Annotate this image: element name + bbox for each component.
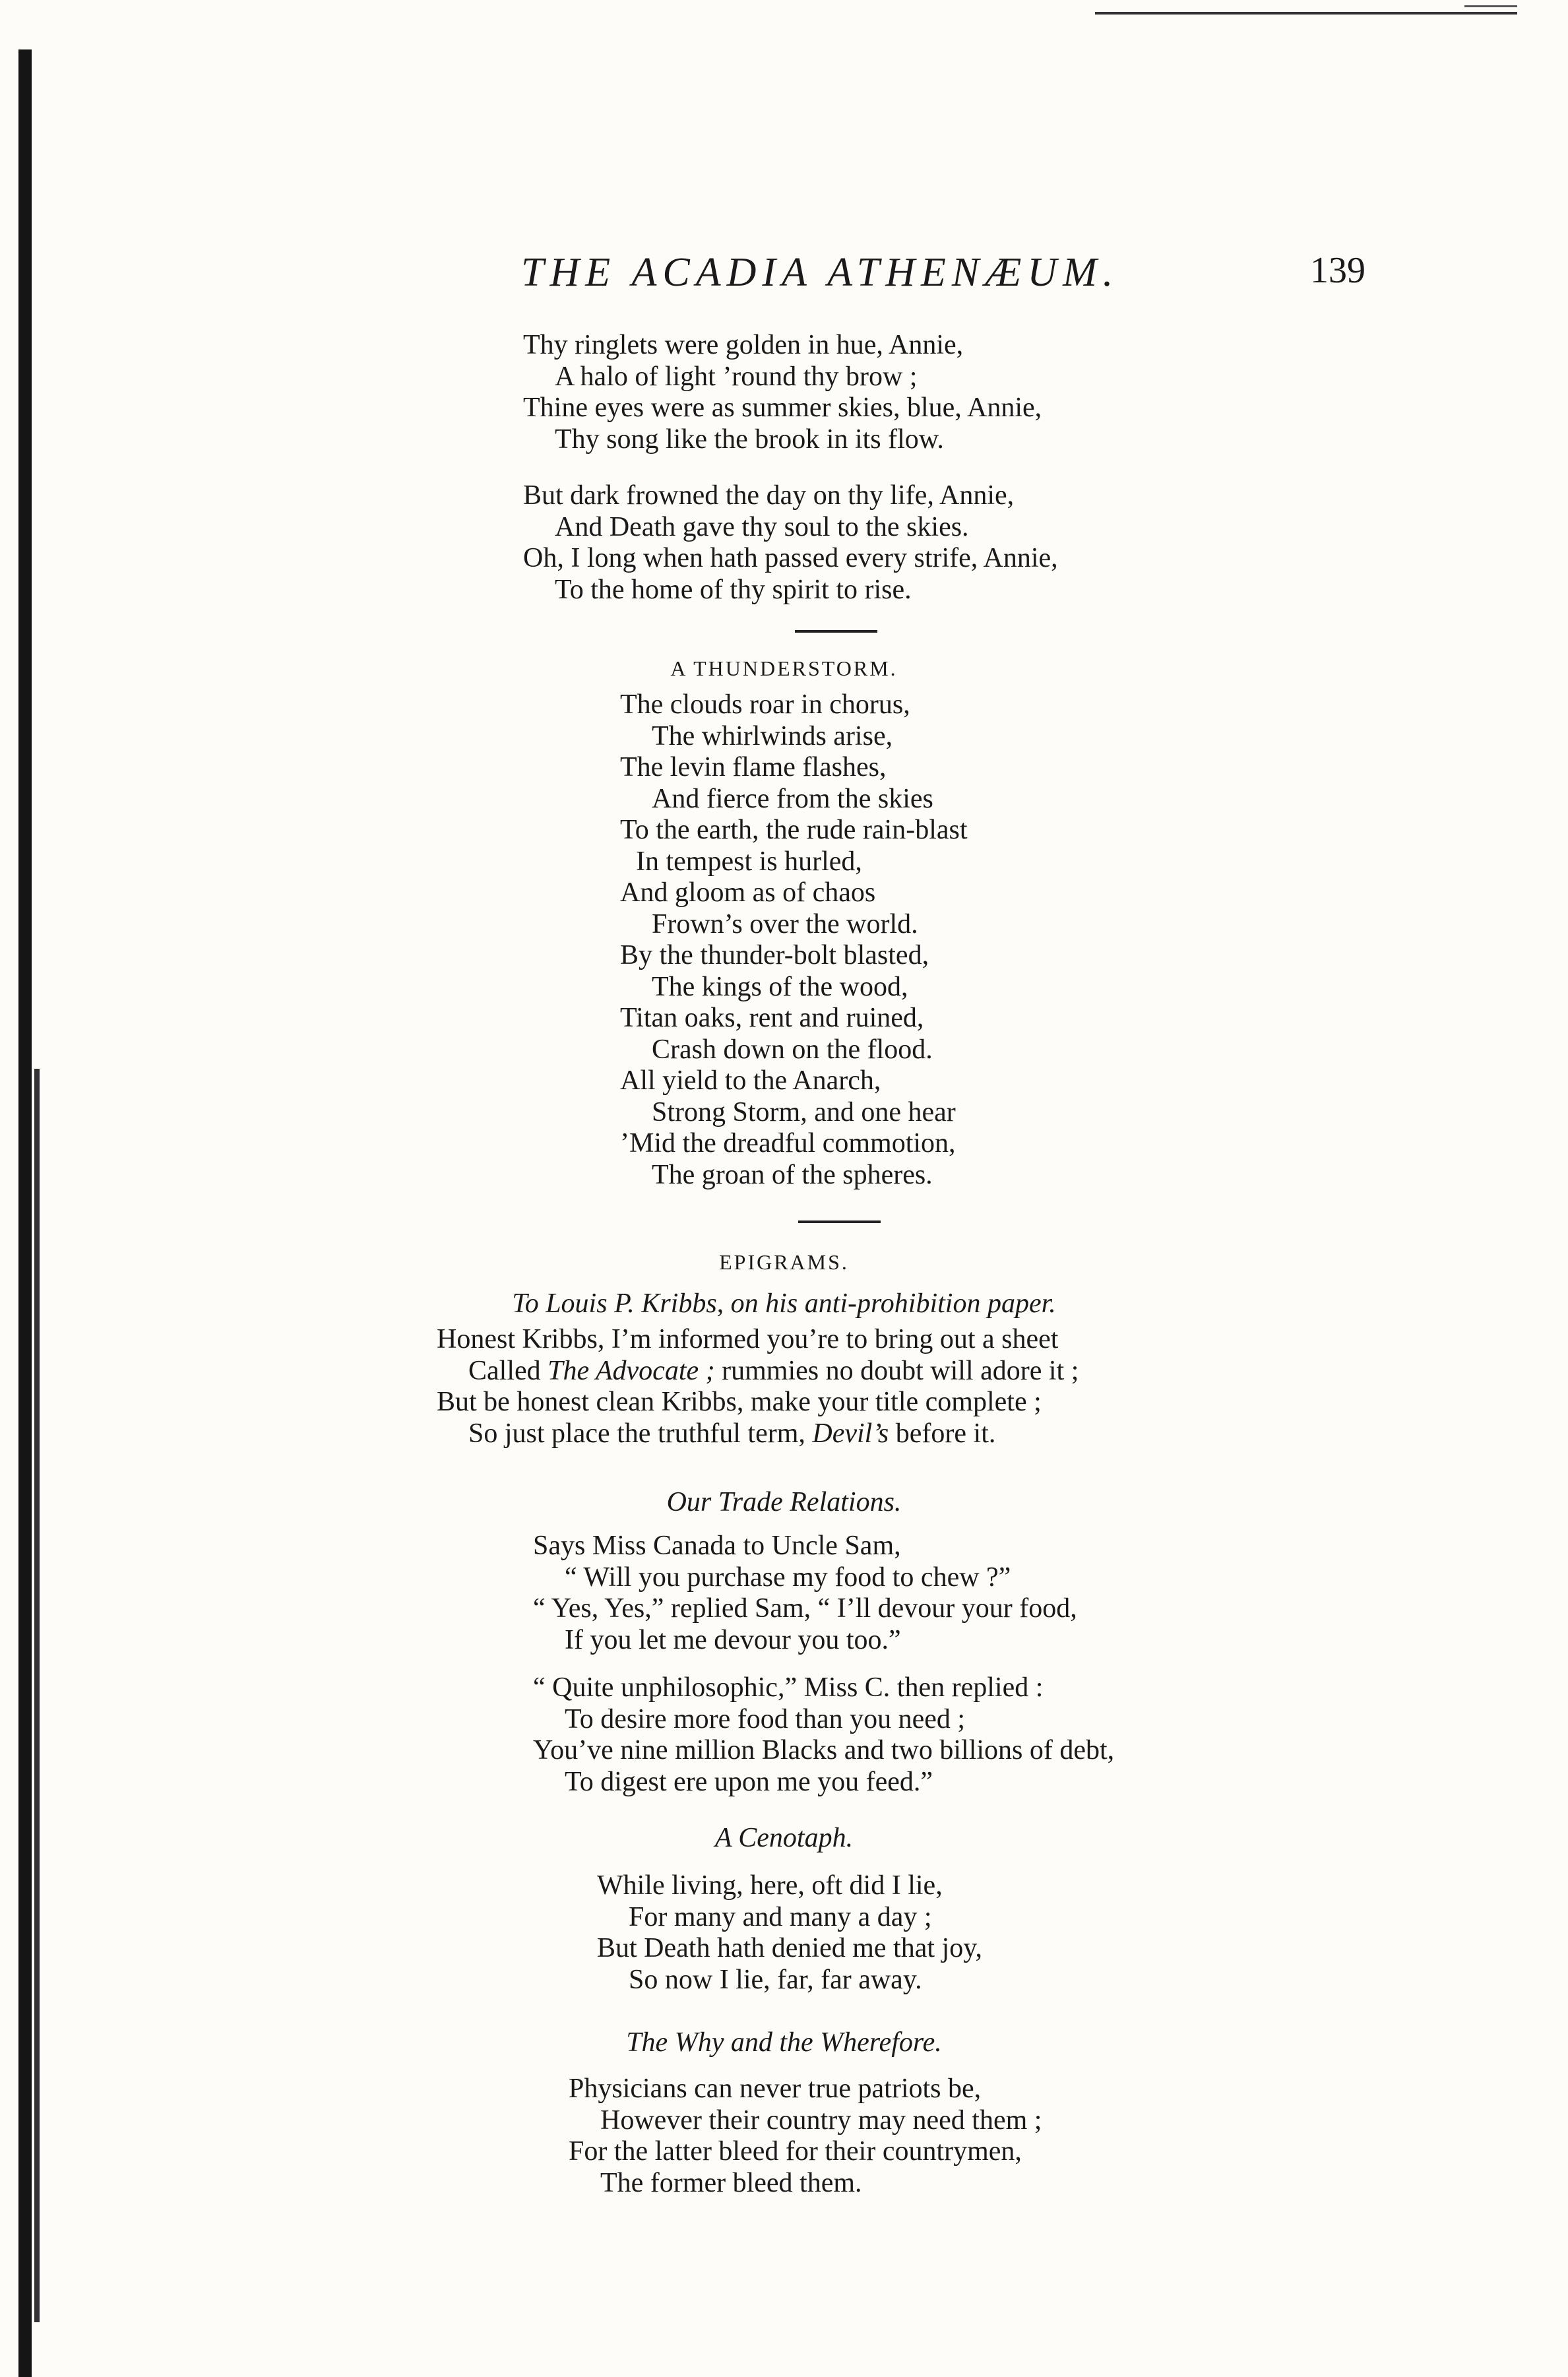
- verse-line: To digest ere upon me you feed.”: [565, 1766, 933, 1797]
- verse-line: But be honest clean Kribbs, make your title complete ;: [437, 1387, 1042, 1417]
- verse-line: For the latter bleed for their countrymen,: [569, 2136, 1022, 2167]
- verse-line: Says Miss Canada to Uncle Sam,: [533, 1531, 901, 1561]
- verse-line: Titan oaks, rent and ruined,: [620, 1003, 924, 1033]
- verse-line: Physicians can never true patriots be,: [569, 2074, 982, 2104]
- verse-line: In tempest is hurled,: [636, 846, 862, 877]
- verse-line: The whirlwinds arise,: [652, 720, 893, 751]
- emphasis: Devil’s: [812, 1418, 889, 1449]
- why-epigram: [569, 2074, 1042, 2199]
- cenotaph-heading: A Cenotaph.: [714, 1823, 854, 1853]
- top-rule: [1095, 12, 1517, 15]
- page-header: [521, 249, 1372, 309]
- verse-line: A halo of light ’round thy brow ;: [555, 361, 918, 392]
- verse-line: However their country may need them ;: [600, 2105, 1042, 2136]
- verse-line: The groan of the spheres.: [652, 1159, 933, 1190]
- annie-stanza-2: [523, 480, 1058, 606]
- verse-line: All yield to the Anarch,: [620, 1065, 881, 1096]
- verse-line: Honest Kribbs, I’m informed you’re to bring out a sheet: [437, 1324, 1059, 1354]
- text-run: before it.: [889, 1418, 996, 1449]
- verse-line: To desire more food than you need ;: [565, 1703, 966, 1734]
- verse-line: Frown’s over the world.: [652, 908, 918, 939]
- annie-stanza-1: [523, 330, 1042, 455]
- section-divider: [798, 1220, 881, 1223]
- verse-line: Crash down on the flood.: [652, 1034, 933, 1065]
- verse-line: [437, 1356, 1079, 1387]
- trade-stanza-1: [533, 1531, 1077, 1656]
- running-title: THE ACADIA ATHENÆUM.: [521, 250, 1119, 295]
- verse-line: You’ve nine million Blacks and two billions of debt,: [533, 1735, 1115, 1765]
- verse-line: Oh, I long when hath passed every strife, Annie,: [523, 543, 1058, 573]
- verse-line: The levin flame flashes,: [620, 752, 887, 782]
- paper-title: The Advocate ;: [548, 1355, 715, 1386]
- page-number: 139: [1310, 250, 1365, 291]
- thunderstorm-title: A THUNDERSTORM.: [670, 656, 898, 680]
- verse-line: But Death hath denied me that joy,: [597, 1933, 982, 1963]
- text-run: rummies no doubt will adore it ;: [714, 1355, 1079, 1386]
- kribbs-epigram: [437, 1324, 1079, 1449]
- verse-line: “ Will you purchase my food to chew ?”: [565, 1562, 1011, 1593]
- verse-line: But dark frowned the day on thy life, Annie,: [523, 480, 1015, 511]
- verse-line: While living, here, oft did I lie,: [597, 1870, 943, 1901]
- verse-line: Thy ringlets were golden in hue, Annie,: [523, 330, 964, 360]
- verse-line: [437, 1418, 1079, 1450]
- section-divider: [795, 630, 877, 633]
- verse-line: “ Quite unphilosophic,” Miss C. then replied :: [533, 1672, 1044, 1703]
- thunderstorm-poem: [620, 689, 968, 1191]
- verse-line: And fierce from the skies: [652, 783, 933, 814]
- verse-line: By the thunder-bolt blasted,: [620, 940, 929, 970]
- epigrams-title: EPIGRAMS.: [719, 1250, 849, 1274]
- verse-line: Thine eyes were as summer skies, blue, Annie,: [523, 393, 1042, 423]
- verse-line: For many and many a day ;: [629, 1901, 932, 1932]
- verse-line: So now I lie, far, far away.: [629, 1964, 922, 1995]
- verse-line: Thy song like the brook in its flow.: [555, 424, 944, 455]
- verse-line: The former bleed them.: [600, 2167, 862, 2198]
- verse-line: ’Mid the dreadful commotion,: [620, 1128, 956, 1158]
- verse-line: To the home of thy spirit to rise.: [555, 574, 912, 605]
- verse-line: The clouds roar in chorus,: [620, 689, 910, 720]
- verse-line: Strong Storm, and one hear: [652, 1096, 956, 1127]
- top-rule-short: [1464, 5, 1517, 7]
- verse-line: And gloom as of chaos: [620, 877, 876, 908]
- verse-line: “ Yes, Yes,” replied Sam, “ I’ll devour your food,: [533, 1593, 1077, 1624]
- trade-stanza-2: [533, 1672, 1114, 1798]
- text-run: Called: [468, 1355, 548, 1386]
- text-run: So just place the truthful term,: [468, 1418, 813, 1449]
- trade-heading: Our Trade Relations.: [666, 1487, 902, 1517]
- cenotaph-epigram: [597, 1870, 982, 1996]
- verse-line: The kings of the wood,: [652, 971, 908, 1002]
- why-heading: The Why and the Wherefore.: [626, 2027, 942, 2058]
- verse-line: And Death gave thy soul to the skies.: [555, 511, 969, 542]
- verse-line: To the earth, the rude rain-blast: [620, 815, 968, 845]
- kribbs-heading: To Louis P. Kribbs, on his anti-prohibition paper.: [512, 1288, 1056, 1319]
- verse-line: If you let me devour you too.”: [565, 1624, 901, 1655]
